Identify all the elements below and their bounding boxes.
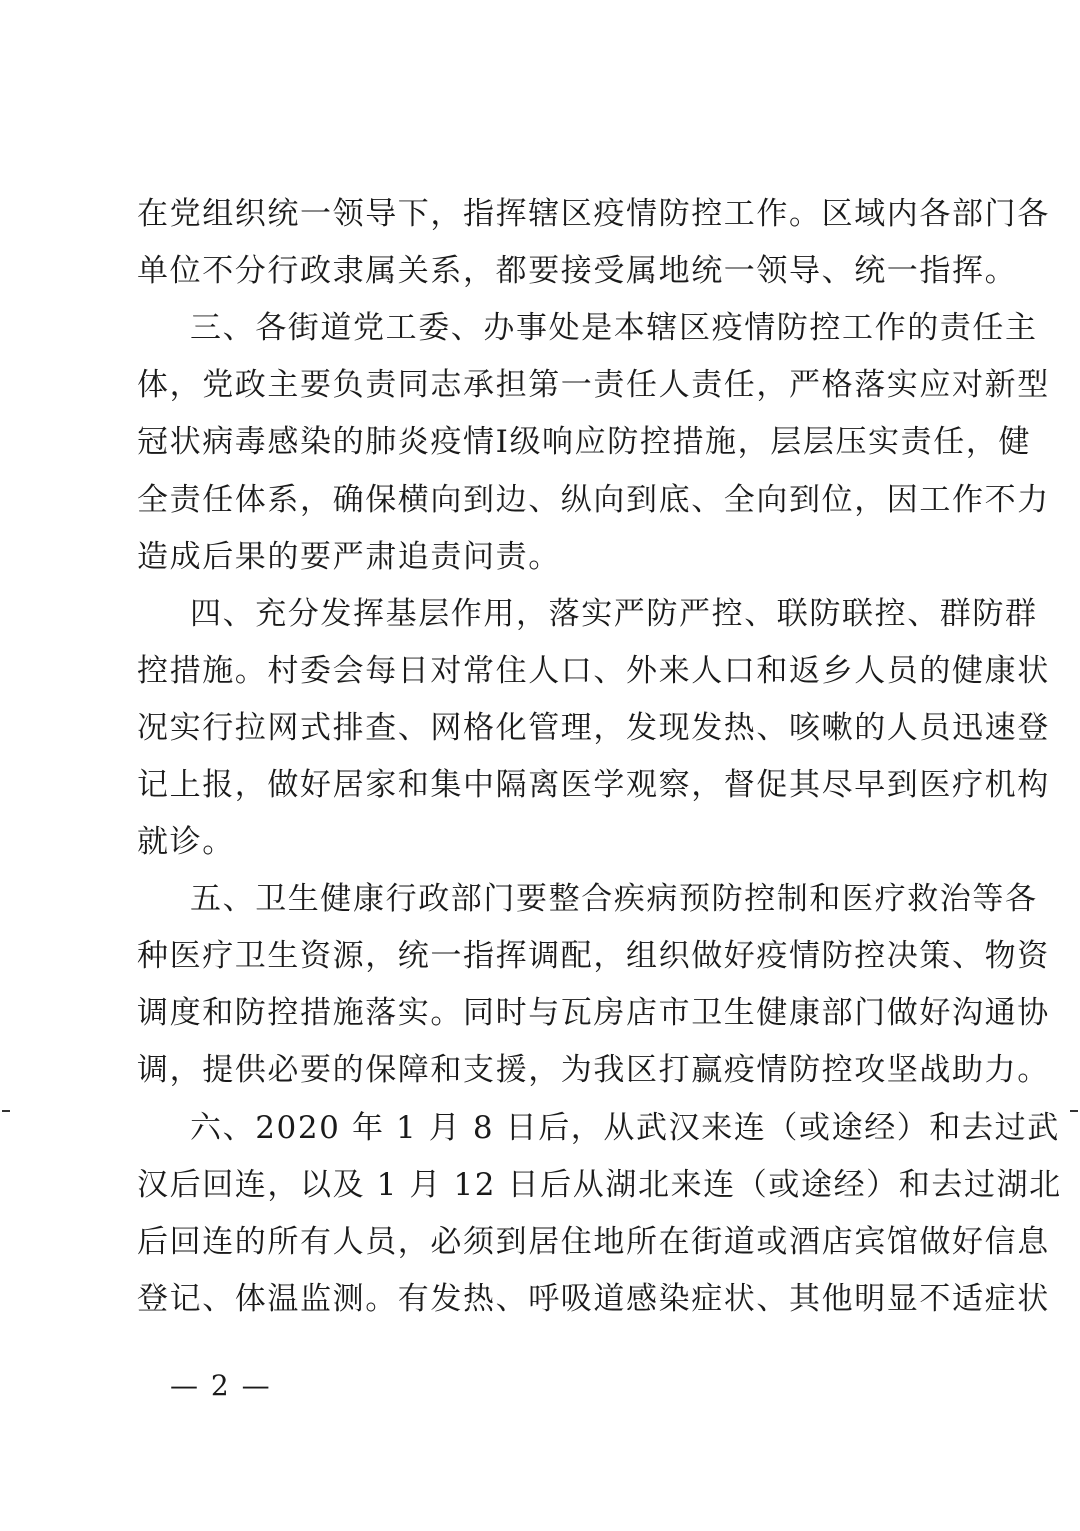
text-line: 控措施。村委会每日对常住人口、外来人口和返乡人员的健康状 — [137, 653, 1050, 689]
text-line: 体，党政主要负责同志承担第一责任人责任，严格落实应对新型 — [137, 367, 1050, 403]
text-line: 调，提供必要的保障和支援，为我区打赢疫情防控攻坚战助力。 — [137, 1052, 1050, 1088]
text-line: 登记、体温监测。有发热、呼吸道感染症状、其他明显不适症状 — [137, 1281, 1050, 1317]
text-line: 汉后回连，以及 1 月 12 日后从湖北来连（或途经）和去过湖北 — [137, 1167, 1062, 1203]
text-line: 种医疗卫生资源，统一指挥调配，组织做好疫情防控决策、物资 — [137, 938, 1050, 974]
text-line: 单位不分行政隶属关系，都要接受属地统一领导、统一指挥。 — [137, 253, 1018, 289]
page-number: — 2 — — [170, 1369, 272, 1402]
text-line: 六、2020 年 1 月 8 日后，从武汉来连（或途经）和去过武 — [190, 1110, 1060, 1146]
text-line: 五、卫生健康行政部门要整合疾病预防控制和医疗救治等各 — [190, 881, 1038, 917]
text-line: 调度和防控措施落实。同时与瓦房店市卫生健康部门做好沟通协 — [137, 995, 1050, 1031]
text-line: 况实行拉网式排查、网格化管理，发现发热、咳嗽的人员迅速登 — [137, 710, 1050, 746]
text-line: 冠状病毒感染的肺炎疫情Ⅰ级响应防控措施，层层压实责任，健 — [137, 424, 1032, 460]
text-line: 造成后果的要严肃追责问责。 — [137, 539, 561, 575]
text-line: 就诊。 — [137, 824, 235, 860]
text-line: 记上报，做好居家和集中隔离医学观察，督促其尽早到医疗机构 — [137, 767, 1050, 803]
right-margin-mark — [1070, 1110, 1078, 1112]
text-line: 四、充分发挥基层作用，落实严防严控、联防联控、群防群 — [190, 596, 1038, 632]
text-line: 全责任体系，确保横向到边、纵向到底、全向到位，因工作不力 — [137, 482, 1050, 518]
left-margin-mark — [2, 1110, 10, 1112]
text-line: 在党组织统一领导下，指挥辖区疫情防控工作。区域内各部门各 — [137, 196, 1050, 232]
text-line: 三、各街道党工委、办事处是本辖区疫情防控工作的责任主 — [190, 310, 1038, 346]
text-line: 后回连的所有人员，必须到居住地所在街道或酒店宾馆做好信息 — [137, 1224, 1050, 1260]
